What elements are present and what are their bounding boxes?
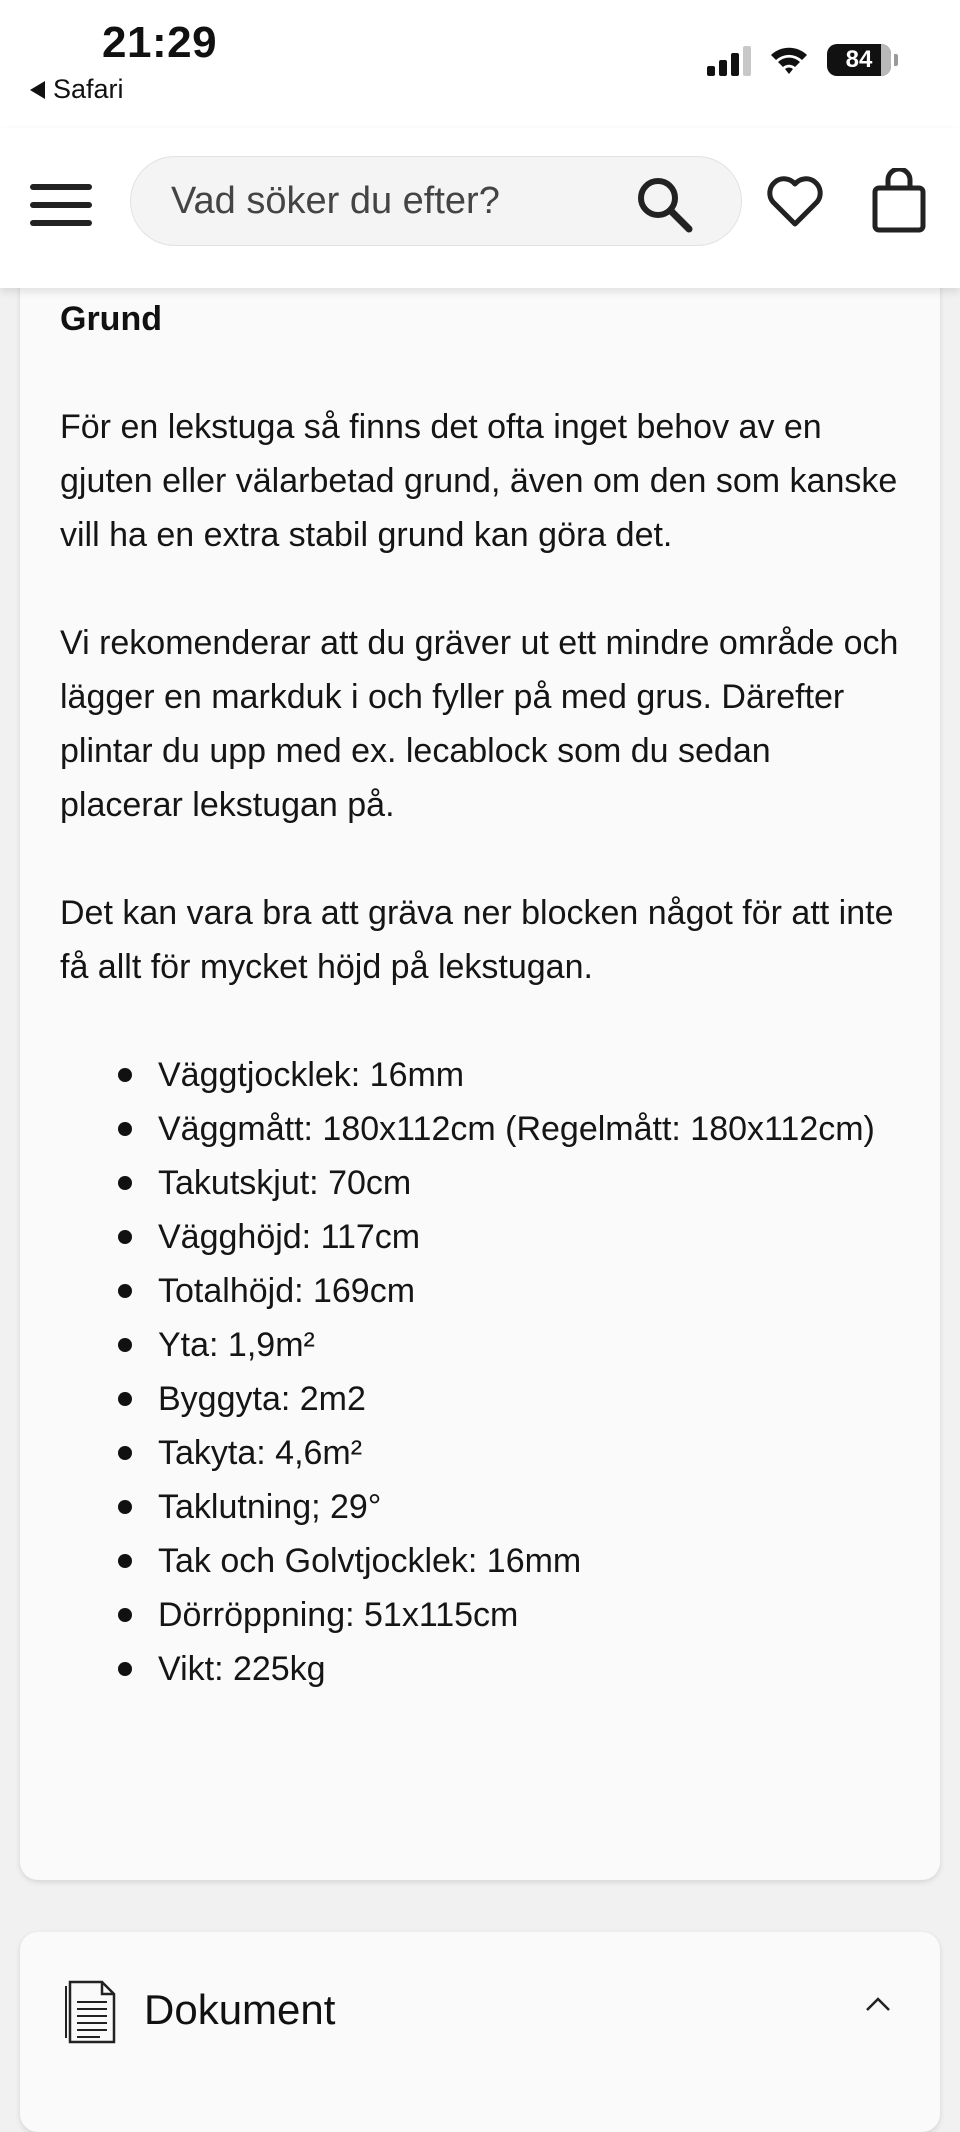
- cellular-signal-icon: [707, 44, 751, 76]
- spec-item: Totalhöjd: 169cm: [158, 1264, 900, 1318]
- site-header: [0, 128, 960, 288]
- search-button[interactable]: [635, 175, 693, 233]
- spec-item: Väggtjocklek: 16mm: [158, 1048, 900, 1102]
- shopping-bag-icon: [870, 168, 928, 234]
- heart-icon: [764, 170, 826, 232]
- wifi-icon: [769, 45, 809, 75]
- document-icon: [62, 1976, 120, 2046]
- documents-accordion[interactable]: [20, 1932, 940, 2132]
- wishlist-button[interactable]: [764, 170, 826, 232]
- product-description-card: [20, 250, 940, 1880]
- back-to-app-link[interactable]: [30, 74, 124, 105]
- battery-icon: [827, 44, 891, 76]
- search-bar: [130, 156, 742, 246]
- spec-item: Takutskjut: 70cm: [158, 1156, 900, 1210]
- spec-item: Dörröppning: 51x115cm: [158, 1588, 900, 1642]
- status-time: 21:29: [102, 18, 218, 67]
- cart-button[interactable]: [870, 168, 928, 234]
- search-icon: [635, 175, 693, 233]
- status-icons: [707, 44, 898, 76]
- description-paragraph: Vi rekomenderar att du gräver ut ett mindre område och lägger en markduk i och fyller på med grus. Därefter plintar du upp med ex. lecablock som du sedan placerar lekstugan på.: [60, 624, 899, 824]
- hamburger-menu-icon: [30, 184, 92, 190]
- spec-item: Takyta: 4,6m²: [158, 1426, 900, 1480]
- status-bar: [0, 0, 960, 128]
- spec-item: Väggmått: 180x112cm (Regelmått: 180x112cm): [158, 1102, 900, 1156]
- back-app-label: Safari: [53, 74, 124, 104]
- spec-item: Tak och Golvtjocklek: 16mm: [158, 1534, 900, 1588]
- spec-list: [60, 1048, 900, 1696]
- chevron-up-icon[interactable]: [864, 1994, 892, 2014]
- section-heading: Grund: [60, 300, 162, 338]
- documents-title: Dokument: [144, 1986, 336, 2033]
- battery-percent: 84: [845, 46, 873, 73]
- spec-item: Vägghöjd: 117cm: [158, 1210, 900, 1264]
- spec-item: Taklutning; 29°: [158, 1480, 900, 1534]
- search-input[interactable]: [171, 157, 611, 245]
- description-paragraph: För en lekstuga så finns det ofta inget behov av en gjuten eller välarbetad grund, även om den som kanske vill ha en extra stabil grund kan göra det.: [60, 408, 898, 554]
- spec-item: Yta: 1,9m²: [158, 1318, 900, 1372]
- description-paragraph: Det kan vara bra att gräva ner blocken något för att inte få allt för mycket höjd på lekstugan.: [60, 894, 894, 986]
- spec-item: Byggyta: 2m2: [158, 1372, 900, 1426]
- back-triangle-icon: [30, 81, 45, 99]
- menu-button[interactable]: [30, 180, 92, 230]
- battery-indicator: [827, 44, 898, 76]
- spec-item: Vikt: 225kg: [158, 1642, 900, 1696]
